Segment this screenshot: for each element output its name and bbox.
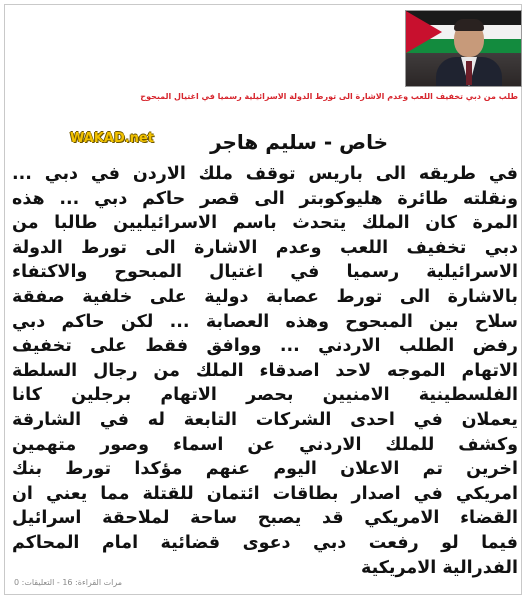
article-line: ونقلته طائرة هليوكوبتر الى قصر حاكم دبي ... هذه (12, 188, 518, 209)
article-line: الفلسطينية الامنيين بحصر الاتهام برجلين كانا (12, 385, 518, 406)
article-line: بالاشارة الى تورط عصابة دولية على خلفية صفقة (12, 286, 518, 307)
article-line: دبي تخفيف اللعب وعدم الاشارة الى تورط الدولة (12, 237, 518, 258)
article-line: في طريقه الى باريس توقف ملك الاردن في دبي ... (12, 164, 518, 184)
article-line: القضاء الامريكي قد يصبح ساحة لملاحقة اسرائيل (12, 508, 518, 529)
article-line: فيما لو رفعت دبي دعوى قضائية امام المحاكم (12, 532, 518, 553)
article-byline: خاص - سليم هاجر (210, 130, 388, 154)
flag-red-triangle (406, 11, 442, 53)
person-tie (466, 61, 472, 85)
article-line: رفض الطلب الاردني ... ووافق فقط على تخفيف (12, 336, 518, 357)
article-line: اخرين تم الاعلان اليوم عنهم مؤكدا تورط بنك (12, 459, 518, 480)
article-line: امريكي في اصدار بطاقات ائتمان للقتلة مما يعني ان (12, 483, 518, 504)
article-line: الاتهام الموجه لاحد اصدقاء الملك من رجال السلطة (12, 360, 518, 381)
article-line: سلاح بين المبحوح وهذه العصابة ... لكن حاكم دبي (12, 311, 518, 332)
person-hair (454, 19, 484, 31)
article-photo (405, 10, 522, 87)
photo-caption: طلب من دبي تخفيف اللعب وعدم الاشارة الى تورط الدولة الاسرائيلية رسميا في اغتيال المبحوح (140, 92, 518, 101)
article-line: المرة كان الملك يتحدث باسم الاسرائيليين طالبا من (12, 213, 518, 234)
article-stats: مرات القراءة: 16 - التعليقات: 0 (14, 578, 123, 587)
article-line: يعملان في احدى الشركات التابعة له في الشارقة (12, 409, 518, 430)
article-line: الفدرالية الامريكية (360, 557, 518, 578)
article-line: الاسرائيلية رسميا في اغتيال المبحوح والاكتفاء (12, 262, 518, 283)
site-watermark: WAKAD.net (70, 131, 154, 146)
article-line: وكشف للملك الاردني عن اسماء وصور متهمين (12, 434, 518, 455)
article-body (12, 162, 518, 580)
